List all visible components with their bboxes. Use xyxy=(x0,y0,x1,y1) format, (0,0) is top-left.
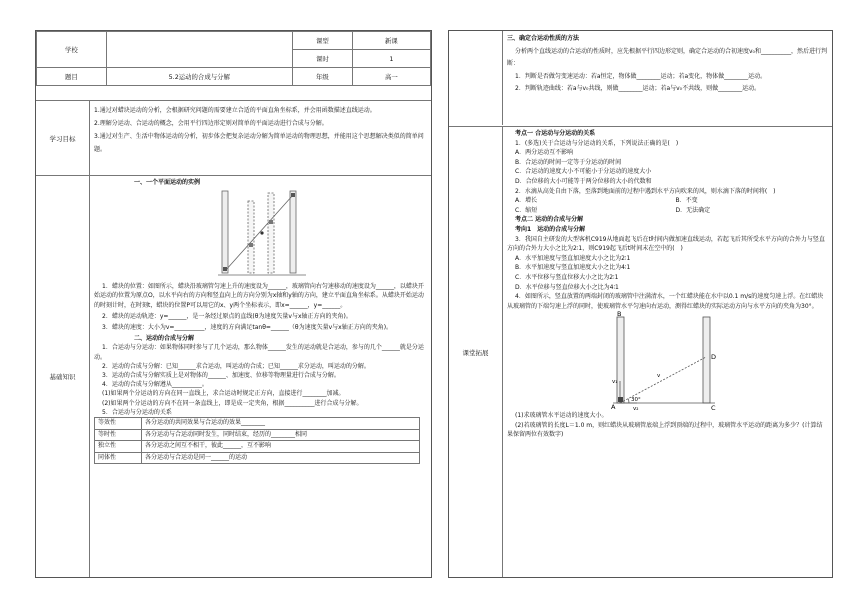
school-value xyxy=(106,32,292,68)
objective-item: 3.通过对生产、生活中物体运动的分析，初步体会把复杂运动分解为简单运动的物理思想，并能用这个思想解决类似的简单问题。 xyxy=(94,133,424,153)
q4-sub2: (2)若玻璃管的长度L＝1.0 m，则红蜡块从玻璃管底端上浮到顶端的过程中，玻璃管水平运动的距离为多少？(计算结果保留两位有效数字) xyxy=(507,421,823,439)
relation-desc: 各分运动之间互不相干，彼此______，互不影响 xyxy=(142,441,420,453)
objective-item: 1.通过对蜡块运动的分析，会根据研究问题的需要建立合适的平面直角坐标系，并会用函数描述直线运动。 xyxy=(94,107,376,114)
relation-name: 独立性 xyxy=(95,441,142,453)
kp1-title: 考点一 合运动与分运动的关系 xyxy=(515,130,596,137)
wax-block-figure xyxy=(214,187,319,282)
q1-option: A．两分运动互不影响 xyxy=(515,149,574,157)
basics-row xyxy=(36,175,431,577)
relation-table xyxy=(94,417,420,464)
course-type-label: 课型 xyxy=(292,32,352,50)
basics-label: 基础知识 xyxy=(36,176,90,577)
q2-option: A．增长 xyxy=(515,197,538,205)
relation-name: 等时性 xyxy=(95,429,142,441)
q3-option: D．水平位移与竖直位移大小之比为4∶1 xyxy=(515,283,619,291)
label-v1: v₁ xyxy=(612,379,618,386)
table-row xyxy=(95,418,420,430)
method-row xyxy=(449,31,832,125)
label-v2: v₂ xyxy=(633,406,639,412)
grade-value: 高一 xyxy=(352,68,430,86)
label-v: v xyxy=(657,373,661,380)
school-label: 学校 xyxy=(37,32,107,68)
composition-item: 4．运动的合成与分解遵从__________。 xyxy=(102,381,208,389)
q1-option: B．合运动的时间一定等于分运动的时间 xyxy=(515,158,622,166)
left-worksheet xyxy=(35,30,432,578)
method-line: 分析两个直线运动的合运动的性质时，应先根据平行四边形定则，确定合运动的合初速度v₀和__________，然后进行判断： xyxy=(507,47,827,67)
objectives-row xyxy=(36,100,431,175)
q3-option: B．水平加速度与竖直加速度大小之比为4∶1 xyxy=(515,264,631,272)
method-title: 三、确定合运动性质的方法 xyxy=(507,35,580,42)
topic-label: 题目 xyxy=(37,68,107,86)
q1-stem: 1．(多选)关于合运动与分运动的关系，下列说法正确的是( ) xyxy=(515,139,679,147)
relation-desc: 各分运动的共同效果与合运动的效果________ xyxy=(142,418,420,430)
q2-options xyxy=(507,206,828,216)
period-value: 1 xyxy=(352,50,430,68)
q2-options xyxy=(507,196,828,206)
label-B: B xyxy=(617,311,622,319)
relation-desc: 各分运动与合运动是同一______的运动 xyxy=(142,452,420,464)
period-label: 课时 xyxy=(292,50,352,68)
method-label xyxy=(449,31,503,125)
grade-label: 年级 xyxy=(292,68,352,86)
q1-option: C．合运动的速度大小不可能小于分运动的速度大小 xyxy=(515,168,652,176)
relation-desc: 各分运动与合运动同时发生，同时结束，经历的________相同 xyxy=(142,429,420,441)
extension-row xyxy=(449,126,832,577)
q2-option: B．不变 xyxy=(675,197,698,205)
header-table xyxy=(36,31,431,86)
course-type-value: 新课 xyxy=(352,32,430,50)
composition-item: (2)如果两个分运动的方向不在同一条直线上，即是成一定夹角，根据__________进行合成与分解。 xyxy=(102,399,363,407)
method-line: 1．判断是否做匀变速运动：若a恒定，物体做________运动；若a变化，物体做________运动。 xyxy=(515,72,767,80)
objectives-label: 学习目标 xyxy=(36,101,90,175)
topic-value: 5.2运动的合成与分解 xyxy=(106,68,292,86)
table-row xyxy=(95,441,420,453)
para-velocity: 3．蜡块的速度：大小为v=__________，速度的方向满足tanθ=______（θ为速度矢量v与x轴正方向的夹角)。 xyxy=(102,324,393,332)
q2-option: C．缩短 xyxy=(515,206,538,214)
q2-stem: 2．水滴从高处自由下落，至落到地面前的过程中遇到水平方向吹来的风，则水滴下落的时间将( ) xyxy=(515,187,776,195)
table-row xyxy=(95,452,420,464)
label-D: D xyxy=(711,353,717,362)
composition-item: 2．运动的合成与分解：已知______求合运动，叫运动的合成；已知______求分运动，叫运动的分解。 xyxy=(102,362,370,370)
q3-stem: 3．我国自主研发的大型客机C919从地面起飞后在t时间内做加速直线运动，若起飞后其所受水平方向的合外力与竖直方向的合外力大小之比为2∶1，则C919起飞后t时间末在空中的( ) xyxy=(507,235,825,253)
right-worksheet xyxy=(448,30,833,578)
kp2-title: 考点二 运动的合成与分解 xyxy=(515,216,584,224)
q1-option: D．合位移的大小可能等于两分位移的大小的代数和 xyxy=(515,177,652,185)
direction1-title: 考向1 运动的合成与分解 xyxy=(515,225,586,233)
method-line: 2．判断轨迹曲线：若a与v₀共线，则做________运动；若a与v₀不共线，则做________运动。 xyxy=(515,85,761,92)
section2-title: 二、运动的合成与分解 xyxy=(134,335,195,343)
composition-item: 5．合运动与分运动的关系 xyxy=(102,408,172,416)
q2-option: D．无法确定 xyxy=(675,206,711,214)
composition-item: (1)如果两个分运动的方向在同一直线上，求合运动时规定正方向，直接进行________加减。 xyxy=(102,390,345,398)
label-A: A xyxy=(611,403,616,412)
label-C: C xyxy=(711,404,716,412)
composition-item: 1．合运动与分运动：如果物体同时参与了几个运动，那么物体______发生的运动就是合运动，参与的几个______就是分运动。 xyxy=(94,344,424,361)
objective-item: 2.理解分运动、合运动的概念，会用平行四边形定则对简单的平面运动进行合成与分解。 xyxy=(94,120,328,127)
q4-sub1: (1)求玻璃管水平运动的速度大小。 xyxy=(515,412,608,420)
label-angle: 30° xyxy=(631,397,641,404)
relation-name: 同体性 xyxy=(95,452,142,464)
relation-name: 等效性 xyxy=(95,418,142,430)
glass-tube-figure xyxy=(607,311,732,411)
composition-item: 3．运动的合成与分解实质上是对物体的______、加速度、位移等物理量进行合成与分解。 xyxy=(102,372,340,380)
table-row xyxy=(95,429,420,441)
para-trajectory: 2．蜡块的运动轨迹：y=______，是一条经过原点的直线(θ为速度矢量v与x轴正方向的夹角)。 xyxy=(102,312,352,320)
section1-title: 一、一个平面运动的实例 xyxy=(134,179,201,186)
q4-stem: 4．如图所示，竖直放置的两端封闭的玻璃管中注满清水，一个红蜡块能在水中以0.1 m/s的速度匀速上浮。在红蜡块从玻璃管的下端匀速上浮的同时，使玻璃管水平匀速向右运动，测得红蜡块的实际运动方向与水平方向的夹角为30°。 xyxy=(507,293,824,310)
q3-option: A．水平加速度与竖直加速度大小之比为2∶1 xyxy=(515,254,631,262)
para-position: 1．蜡块的位置：如图所示，蜡块沿玻璃管匀速上升的速度设为______，玻璃管向右匀速移动的速度设为______，以蜡块开始运动的位置为原点O，以水平向右的方向和竖直向上的方向分别为x轴和y轴的方向，建立平面直角坐标系。从蜡块开始运动的时刻计时，在时刻t，蜡块的位置P可以用它的x、y两个坐标表示，即x=______，y=______。 xyxy=(94,283,424,309)
extension-label: 课堂拓展 xyxy=(449,127,503,577)
q3-option: C．水平位移与竖直位移大小之比为2∶1 xyxy=(515,273,619,281)
